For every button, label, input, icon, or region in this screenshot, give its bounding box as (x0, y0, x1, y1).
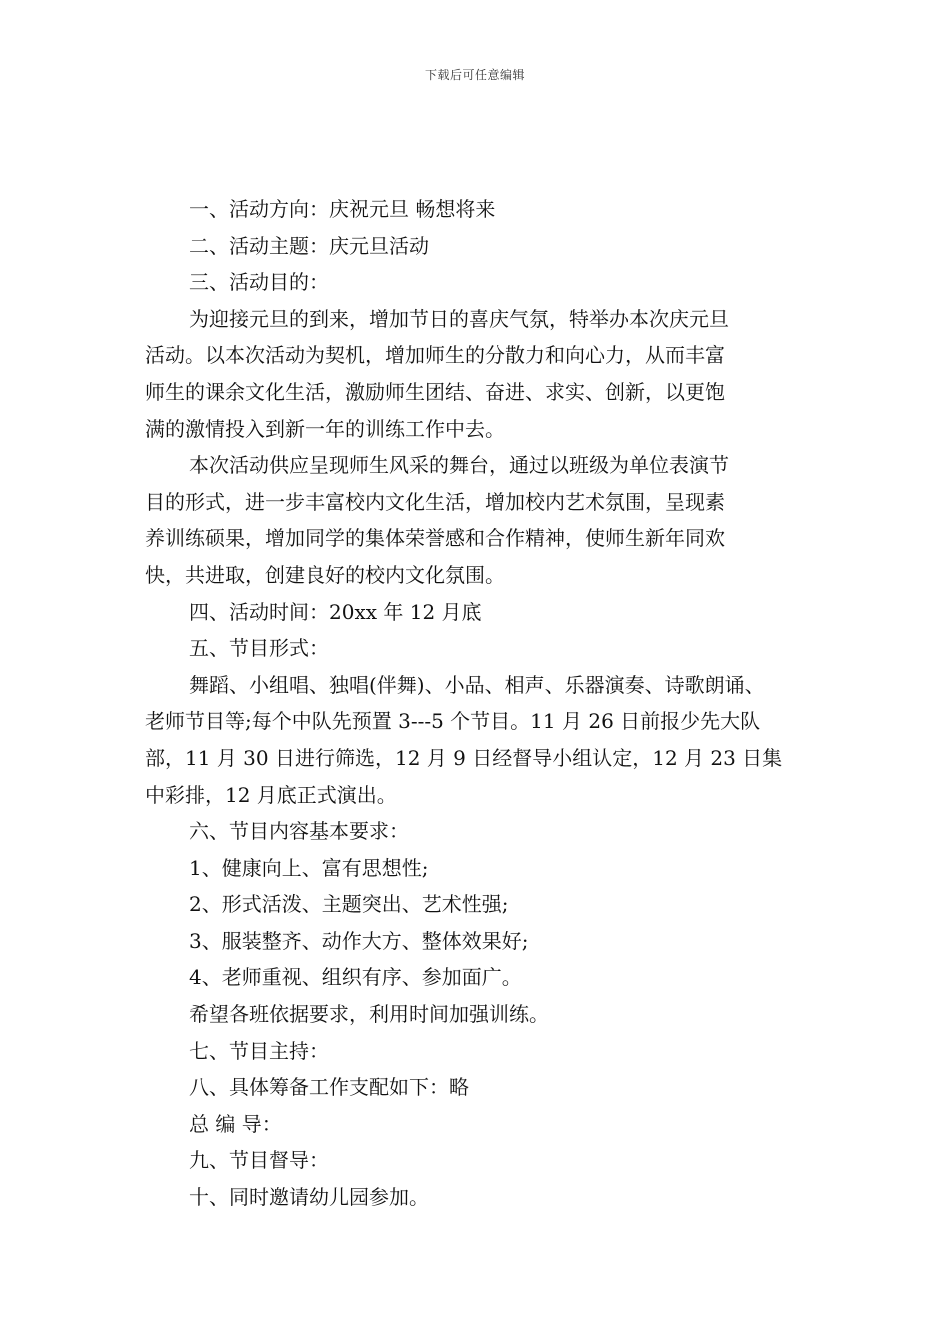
text-line: 1、健康向上、富有思想性; (189, 855, 429, 880)
text-line: 三、活动目的： (189, 270, 329, 295)
text-line: 3、服装整齐、动作大方、整体效果好; (189, 928, 529, 953)
text-line: 四、活动时间：20xx 年 12 月底 (189, 599, 482, 624)
text-line: 中彩排，12 月底正式演出。 (145, 782, 397, 807)
text-line: 总 编 导： (189, 1111, 282, 1136)
text-line: 2、形式活泼、主题突出、艺术性强; (189, 892, 509, 917)
text-line: 部，11 月 30 日进行筛选，12 月 9 日经督导小组认定，12 月 23 日集 (145, 745, 783, 770)
text-line: 五、节目形式： (189, 636, 329, 661)
text-line: 舞蹈、小组唱、独唱(伴舞)、小品、相声、乐器演奏、诗歌朗诵、 (189, 672, 765, 697)
text-line: 师生的课余文化生活，激励师生团结、奋进、求实、创新，以更饱 (145, 379, 725, 404)
text-line: 为迎接元旦的到来，增加节日的喜庆气氛，特举办本次庆元旦 (189, 306, 729, 331)
page-header: 下载后可任意编辑 (424, 68, 525, 82)
text-line: 九、节目督导： (189, 1148, 329, 1173)
text-line: 一、活动方向：庆祝元旦 畅想将来 (189, 197, 496, 221)
text-line: 满的激情投入到新一年的训练工作中去。 (145, 416, 505, 441)
text-line: 快，共进取，创建良好的校内文化氛围。 (145, 562, 505, 587)
text-line: 二、活动主题：庆元旦活动 (189, 233, 429, 258)
text-line: 老师节目等;每个中队先预置 3---5 个节目。11 月 26 日前报少先大队 (145, 709, 761, 734)
document-body (145, 191, 810, 1216)
text-line: 本次活动供应呈现师生风采的舞台，通过以班级为单位表演节 (189, 453, 729, 478)
text-line: 希望各班依据要求，利用时间加强训练。 (189, 1002, 549, 1027)
text-line: 八、具体筹备工作支配如下：略 (189, 1075, 469, 1100)
text-line: 七、节目主持： (189, 1038, 329, 1063)
text-line: 活动。以本次活动为契机，增加师生的分散力和向心力，从而丰富 (145, 343, 725, 368)
text-line: 4、老师重视、组织有序、参加面广。 (189, 965, 522, 990)
text-line: 六、节目内容基本要求： (189, 819, 409, 844)
text-line: 养训练硕果，增加同学的集体荣誉感和合作精神，使师生新年同欢 (145, 526, 725, 551)
text-line: 十、同时邀请幼儿园参加。 (189, 1185, 429, 1210)
text-line: 目的形式，进一步丰富校内文化生活，增加校内艺术氛围，呈现素 (145, 489, 725, 514)
